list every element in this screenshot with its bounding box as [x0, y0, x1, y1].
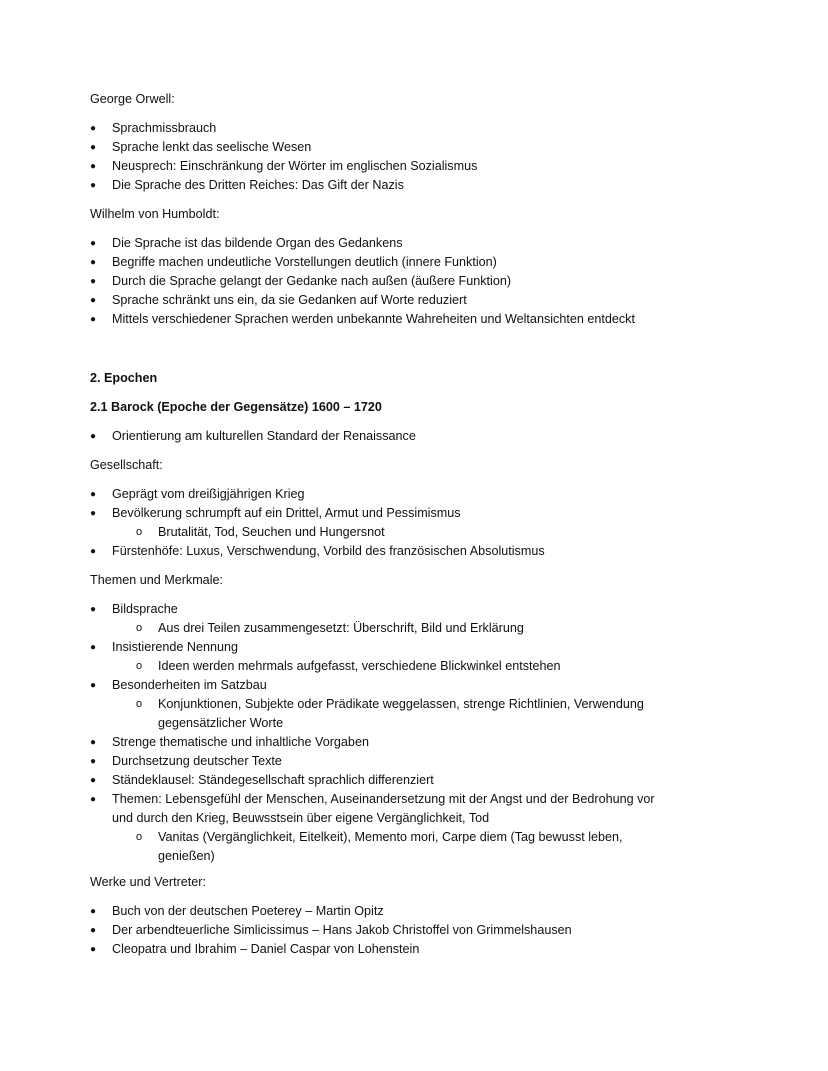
bullet-icon: ●: [90, 180, 97, 191]
sub-list-item: o Brutalität, Tod, Seuchen und Hungersnot: [90, 523, 690, 542]
bullet-icon: ●: [90, 906, 97, 917]
humboldt-section: [90, 205, 690, 224]
bullet-icon: ●: [90, 604, 97, 615]
bullet-icon: ●: [90, 123, 97, 134]
list-item: ● Buch von der deutschen Poeterey – Martin Opitz: [90, 902, 690, 921]
list-item: ● Themen: Lebensgefühl der Menschen, Auseinandersetzung mit der Angst und der Bedrohung vor und durch den Krieg, Beuwsstsein über eigene Vergänglichkeit, Tod: [90, 792, 655, 825]
gesellschaft-list: [90, 485, 690, 561]
section-heading: 2. Epochen: [90, 371, 158, 385]
themen-list: [90, 600, 690, 866]
bullet-icon: ●: [90, 508, 97, 519]
sub-list-item: o Konjunktionen, Subjekte oder Prädikate weggelassen, strenge Richtlinien, Verwendung gegensätzlicher Worte: [136, 697, 644, 730]
sub-list-item: o Ideen werden mehrmals aufgefasst, verschiedene Blickwinkel entstehen: [90, 657, 690, 676]
list-item: ● Durch die Sprache gelangt der Gedanke nach außen (äußere Funktion): [90, 272, 690, 291]
list-item: ● Orientierung am kulturellen Standard der Renaissance: [90, 427, 690, 446]
list-item: ● Cleopatra und Ibrahim – Daniel Caspar von Lohenstein: [90, 940, 690, 959]
bullet-icon: ●: [90, 737, 97, 748]
bullet-icon: ●: [90, 756, 97, 767]
bullet-icon: ●: [90, 314, 97, 325]
bullet-icon: ●: [90, 142, 97, 153]
orwell-title: George Orwell:: [90, 92, 175, 106]
barock-section: [90, 398, 690, 417]
list-item: ● Der arbendteuerliche Simlicissimus – Hans Jakob Christoffel von Grimmelshausen: [90, 921, 690, 940]
epochen-section: [90, 369, 690, 388]
bullet-icon: ●: [90, 295, 97, 306]
list-item: ● Die Sprache des Dritten Reiches: Das Gift der Nazis: [90, 176, 690, 195]
bullet-icon: ●: [90, 642, 97, 653]
list-item: ● Bevölkerung schrumpft auf ein Drittel, Armut und Pessimismus: [90, 504, 690, 523]
list-item: ● Mittels verschiedener Sprachen werden unbekannte Wahreheiten und Weltansichten entdeckt: [90, 310, 690, 329]
themen-title: Themen und Merkmale:: [90, 573, 223, 587]
gesellschaft-title: Gesellschaft:: [90, 458, 163, 472]
barock-intro-list: [90, 427, 690, 446]
circle-bullet-icon: o: [136, 622, 143, 634]
werke-title: Werke und Vertreter:: [90, 875, 206, 889]
list-item: ● Fürstenhöfe: Luxus, Verschwendung, Vorbild des französischen Absolutismus: [90, 542, 690, 561]
circle-bullet-icon: o: [136, 526, 143, 538]
humboldt-title: Wilhelm von Humboldt:: [90, 207, 220, 221]
subsection-heading: 2.1 Barock (Epoche der Gegensätze) 1600 – 1720: [90, 400, 382, 414]
list-item: ● Sprache lenkt das seelische Wesen: [90, 138, 690, 157]
list-item: ● Geprägt vom dreißigjährigen Krieg: [90, 485, 690, 504]
themen-section: [90, 571, 690, 590]
humboldt-list: [90, 234, 690, 329]
list-item: ● Begriffe machen undeutliche Vorstellungen deutlich (innere Funktion): [90, 253, 690, 272]
sub-list-item: o Aus drei Teilen zusammengesetzt: Überschrift, Bild und Erklärung: [90, 619, 690, 638]
sub-list-item: o Vanitas (Vergänglichkeit, Eitelkeit), Memento mori, Carpe diem (Tag bewusst leben, genießen): [136, 830, 623, 863]
bullet-icon: ●: [90, 925, 97, 936]
list-item: ● Ständeklausel: Ständegesellschaft sprachlich differenziert: [90, 771, 690, 790]
list-item: ● Durchsetzung deutscher Texte: [90, 752, 690, 771]
circle-bullet-icon: o: [136, 698, 143, 710]
list-item: ● Strenge thematische und inhaltliche Vorgaben: [90, 733, 690, 752]
bullet-icon: ●: [90, 257, 97, 268]
bullet-icon: ●: [90, 944, 97, 955]
bullet-icon: ●: [90, 680, 97, 691]
list-item: ● Sprachmissbrauch: [90, 119, 690, 138]
list-item: ● Sprache schränkt uns ein, da sie Gedanken auf Worte reduziert: [90, 291, 690, 310]
bullet-icon: ●: [90, 775, 97, 786]
bullet-icon: ●: [90, 431, 97, 442]
orwell-list: [90, 119, 690, 195]
bullet-icon: ●: [90, 238, 97, 249]
list-item: ● Die Sprache ist das bildende Organ des Gedankens: [90, 234, 690, 253]
list-item: ● Besonderheiten im Satzbau: [90, 676, 690, 695]
bullet-icon: ●: [90, 276, 97, 287]
bullet-icon: ●: [90, 489, 97, 500]
circle-bullet-icon: o: [136, 831, 143, 843]
list-item: ● Insistierende Nennung: [90, 638, 690, 657]
gesellschaft-section: [90, 456, 690, 475]
list-item: ● Neusprech: Einschränkung der Wörter im englischen Sozialismus: [90, 157, 690, 176]
werke-section: [90, 873, 690, 892]
werke-list: [90, 902, 690, 959]
orwell-section: [90, 90, 690, 109]
bullet-icon: ●: [90, 161, 97, 172]
bullet-icon: ●: [90, 794, 97, 805]
list-item: ● Bildsprache: [90, 600, 690, 619]
bullet-icon: ●: [90, 546, 97, 557]
circle-bullet-icon: o: [136, 660, 143, 672]
